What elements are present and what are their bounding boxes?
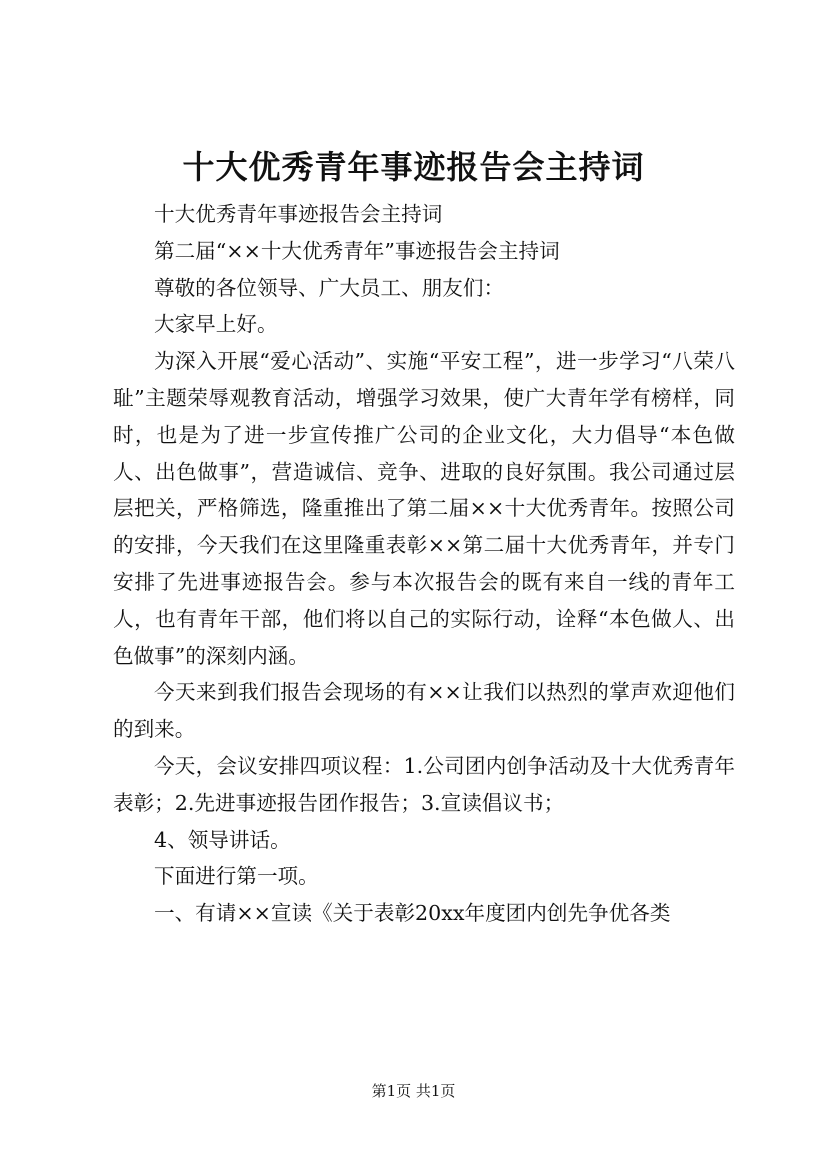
paragraph-greeting: 大家早上好。 xyxy=(154,312,278,337)
page-footer: 第1页 共1页 xyxy=(371,1082,456,1100)
paragraph-introduction: 为深入开展“爱心活动”、实施“平安工程”，进一步学习“八荣八耻”主题荣辱观教育活动，增强学习效果，使广大青年学有榜样，同时，也是为了进一步宣传推广公司的企业文化，大力倡导“本色做人、出色做事”，营造诚信、竞争、进取的良好氛围。我公司通过层层把关，严格筛选，隆重推出了第二届××十大优秀青年。按照公司的安排，今天我们在这里隆重表彰××第二届十大优秀青年，并专门安排了先进事迹报告会。参与本次报告会的既有来自一线的青年工人，也有青年干部，他们将以自己的实际行动，诠释“本色做人、出色做事”的深刻内涵。 xyxy=(113,349,735,668)
paragraph-first-item: 一、有请××宣读《关于表彰20xx年度团内创先争优各类 xyxy=(154,901,671,926)
paragraph-subtitle: 十大优秀青年事迹报告会主持词 xyxy=(154,202,443,226)
paragraph-salutation: 尊敬的各位领导、广大员工、朋友们： xyxy=(154,275,505,300)
paragraph-welcome-guests: 今天来到我们报告会现场的有××让我们以热烈的掌声欢迎他们的到来。 xyxy=(113,680,735,742)
paragraph-event-name: 第二届“××十大优秀青年”事迹报告会主持词 xyxy=(154,238,560,263)
paragraph-next-item: 下面进行第一项。 xyxy=(154,864,319,889)
paragraph-agenda-item-4: 4、领导讲话。 xyxy=(154,827,291,852)
paragraph-agenda: 今天，会议安排四项议程：1.公司团内创争活动及十大优秀青年表彰；2.先进事迹报告团作报告；3.宣读倡议书； xyxy=(113,753,735,815)
page-title: 十大优秀青年事迹报告会主持词 xyxy=(182,148,645,186)
document-body xyxy=(113,196,735,932)
